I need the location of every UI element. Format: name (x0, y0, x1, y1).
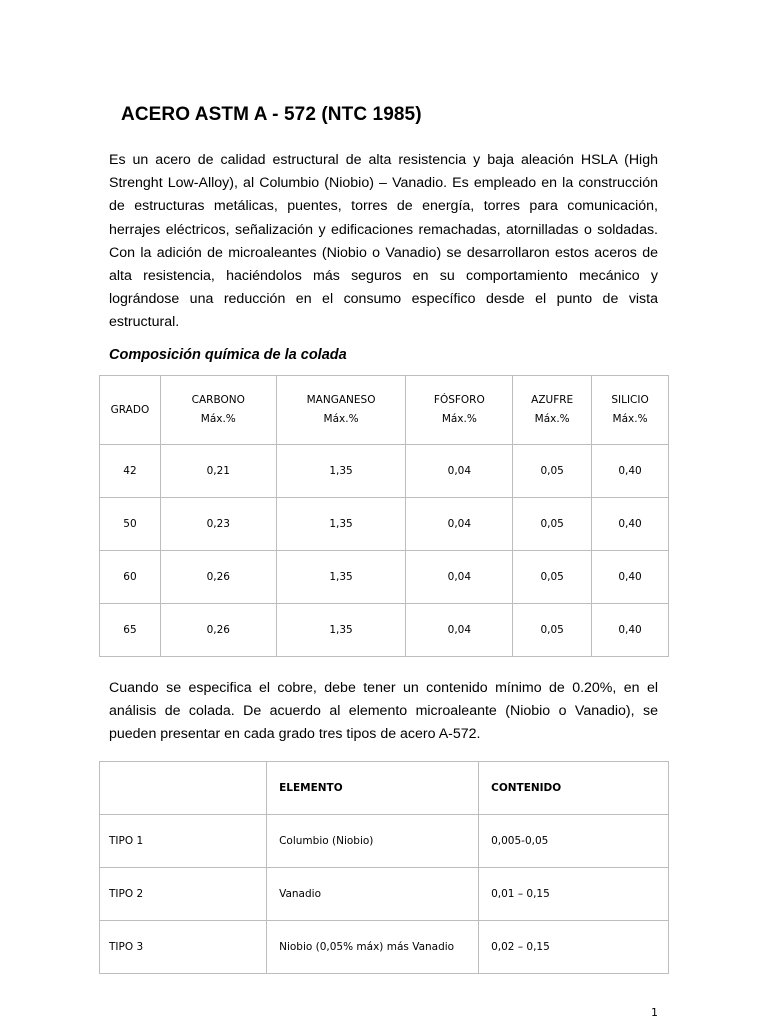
table-cell: Niobio (0,05% máx) más Vanadio (267, 921, 479, 974)
table-cell: 50 (100, 498, 161, 551)
table-cell: 0,05 (513, 551, 592, 604)
header-unit: Máx.% (323, 413, 359, 425)
table-cell: Columbio (Niobio) (267, 815, 479, 868)
header-elemento: ELEMENTO (267, 762, 479, 815)
document-title: ACERO ASTM A - 572 (NTC 1985) (121, 104, 422, 125)
table-cell: 1,35 (276, 551, 406, 604)
table-cell: 0,04 (406, 445, 513, 498)
header-silicio (592, 376, 669, 445)
header-name: SILICIO (611, 394, 649, 406)
table-row (100, 604, 669, 657)
table-cell: 0,05 (513, 445, 592, 498)
copper-note-paragraph: Cuando se especifica el cobre, debe tener un contenido mínimo de 0.20%, en el análisis de colada. De acuerdo al elemento microaleante (Niobio o Vanadio), se pueden presentar en cada grado tres tipos de acero A-572. (109, 680, 658, 743)
header-name: FÓSFORO (433, 394, 485, 406)
table-row (100, 498, 669, 551)
composition-heading: Composición química de la colada (109, 347, 347, 363)
table-cell: 1,35 (276, 445, 406, 498)
header-carbono (160, 376, 276, 445)
table-cell: TIPO 1 (100, 815, 267, 868)
table-cell: 0,40 (592, 604, 669, 657)
table-row (100, 921, 669, 974)
table-cell: TIPO 2 (100, 868, 267, 921)
table-cell: 0,04 (406, 604, 513, 657)
header-grado (100, 376, 161, 445)
page-number: 1 (651, 1006, 658, 1019)
table-cell: 0,26 (160, 604, 276, 657)
table-cell: 0,05 (513, 498, 592, 551)
table-cell: 0,23 (160, 498, 276, 551)
header-azufre (513, 376, 592, 445)
types-header-row (100, 762, 669, 815)
header-unit: Máx.% (612, 413, 648, 425)
composition-table (99, 375, 669, 657)
header-fosforo (406, 376, 513, 445)
table-cell: 0,02 – 0,15 (479, 921, 669, 974)
table-cell: 0,04 (406, 498, 513, 551)
table-cell: 0,04 (406, 551, 513, 604)
intro-paragraph: Es un acero de calidad estructural de alta resistencia y baja aleación HSLA (High Strenght Low-Alloy), al Columbio (Niobio) – Vanadio. Es empleado en la construcción de estructuras metálicas, puentes, torres de energía, torres para comunicación, herrajes eléctricos, señalización y edificaciones remachadas, atornilladas o soldadas. Con la adición de microaleantes (Niobio o Vanadio) se desarrollaron estos aceros de alta resistencia, haciéndolos más seguros en su comportamiento mecánico y lográndose una reducción en el consumo específico desde el punto de vista estructural. (109, 152, 658, 331)
table-cell: 0,40 (592, 551, 669, 604)
header-tipo (100, 762, 267, 815)
table-cell: 0,01 – 0,15 (479, 868, 669, 921)
header-name: MANGANESO (306, 394, 376, 406)
table-cell: Vanadio (267, 868, 479, 921)
table-cell: 0,40 (592, 445, 669, 498)
table-cell: 0,005-0,05 (479, 815, 669, 868)
table-row (100, 551, 669, 604)
table-row (100, 445, 669, 498)
header-unit: Máx.% (200, 413, 236, 425)
table-cell: 0,26 (160, 551, 276, 604)
table-cell: 60 (100, 551, 161, 604)
types-table (99, 761, 669, 974)
header-unit: Máx.% (441, 413, 477, 425)
header-name: GRADO (110, 403, 150, 416)
table-cell: 65 (100, 604, 161, 657)
table-cell: 1,35 (276, 604, 406, 657)
header-contenido: CONTENIDO (479, 762, 669, 815)
header-unit: Máx.% (534, 413, 570, 425)
table-row (100, 815, 669, 868)
composition-header-row (100, 376, 669, 445)
table-cell: 1,35 (276, 498, 406, 551)
header-name: CARBONO (191, 394, 245, 406)
table-row (100, 868, 669, 921)
header-name: AZUFRE (531, 394, 574, 406)
table-cell: 42 (100, 445, 161, 498)
table-cell: 0,40 (592, 498, 669, 551)
header-manganeso (276, 376, 406, 445)
table-cell: 0,05 (513, 604, 592, 657)
table-cell: 0,21 (160, 445, 276, 498)
table-cell: TIPO 3 (100, 921, 267, 974)
